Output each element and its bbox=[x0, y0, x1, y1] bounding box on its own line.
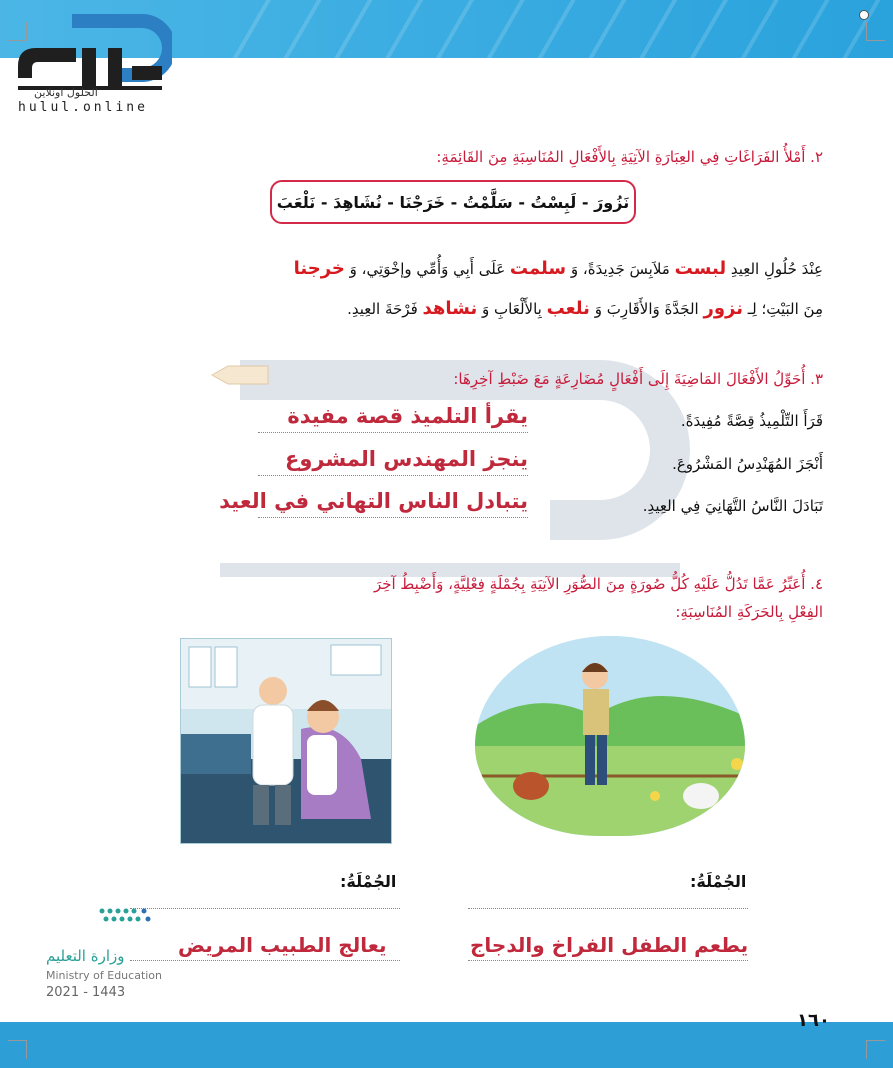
page-number: ١٦٠ bbox=[797, 1010, 830, 1031]
pin-mark bbox=[859, 10, 869, 20]
right-sentence-label: الجُمْلَةُ: bbox=[690, 872, 747, 891]
bottom-banner bbox=[0, 1022, 893, 1068]
crop-mark-bottom-left bbox=[8, 1040, 27, 1059]
q3-dotline-2 bbox=[258, 475, 528, 476]
right-dotline-2 bbox=[468, 960, 748, 961]
q2-line1-text-2: مَلاَبِسَ جَدِيدَةً، وَ bbox=[566, 260, 675, 278]
q3-answer-1[interactable]: يقرأ التلميذ قصة مفيدة bbox=[287, 404, 528, 428]
q4-title-line-2: الفِعْلِ بِالحَرَكَةِ المُنَاسِبَةِ: bbox=[675, 603, 823, 621]
q2-line-2 bbox=[347, 298, 823, 319]
answer-word[interactable]: نزور bbox=[703, 298, 743, 319]
q2-line1-text-3: عَلَى أَبِي وَأُمِّي وإخْوَتِي، وَ bbox=[344, 260, 510, 278]
logo-latin-text: hulul.online bbox=[18, 100, 148, 115]
boy-feeding-chickens-illustration bbox=[475, 636, 745, 836]
answer-word[interactable]: خرجنا bbox=[293, 258, 345, 279]
banner-pattern bbox=[220, 0, 893, 58]
right-dotline-1 bbox=[468, 908, 748, 909]
q2-line1-text-1: عِنْدَ حُلُولِ العِيدِ bbox=[726, 260, 823, 278]
ministry-name-ar: وزارة التعليم bbox=[46, 947, 125, 965]
dentist-illustration bbox=[180, 638, 392, 844]
q4-title bbox=[123, 570, 823, 626]
pencil-icon bbox=[210, 360, 270, 390]
crop-mark-top-right bbox=[866, 22, 885, 41]
q3-dotline-3 bbox=[258, 517, 528, 518]
q2-line2-text-3: بِالأَلْعَابِ وَ bbox=[477, 300, 547, 318]
ministry-of-education-logo bbox=[46, 905, 176, 1000]
q3-prompt-3: تَبَادَلَ النَّاسُ التَّهَانِيَ فِي العِيدِ. bbox=[642, 497, 823, 515]
q2-line2-text-1: مِنَ البَيْتِ؛ لِـ bbox=[742, 300, 823, 318]
left-sentence-label: الجُمْلَةُ: bbox=[340, 872, 397, 891]
left-sentence-answer[interactable]: يعالج الطبيب المريض bbox=[178, 933, 387, 957]
q3-prompt-1: قَرَأَ التِّلْمِيذُ قِصَّةً مُفِيدَةً. bbox=[680, 412, 823, 430]
q4-title-line-1: ٤. أُعَبِّرُ عَمَّا تَدُلُّ عَلَيْهِ كُلُّ صُورَةٍ مِنَ الصُّوَرِ الآتِيَةِ بِجُمْلَةٍ فِعْلِيَّةٍ، وَأَضْبِطُ آخِرَ bbox=[373, 575, 823, 593]
answer-word[interactable]: نشاهد bbox=[422, 298, 478, 319]
q2-title: ٢. أَمْلأُ الفَرَاغَاتِ فِي العِبَارَةِ الآتِيَةِ بِالأَفْعَالِ المُنَاسِبَةِ مِنَ القَائِمَةِ: bbox=[436, 148, 823, 166]
ministry-name-en: Ministry of Education bbox=[46, 969, 163, 982]
answer-word[interactable]: سلمت bbox=[509, 258, 567, 279]
ministry-year: 2021 - 1443 bbox=[46, 985, 126, 1000]
q2-line-1 bbox=[294, 258, 823, 279]
q2-word-list: نَزُورَ - لَبِسْتُ - سَلَّمْتُ - خَرَجْنَا - نُشَاهِدَ - نَلْعَبَ bbox=[270, 180, 636, 224]
q3-dotline-1 bbox=[258, 432, 528, 433]
answer-word[interactable]: لبست bbox=[674, 258, 727, 279]
q3-answer-2[interactable]: ينجز المهندس المشروع bbox=[285, 447, 528, 471]
q3-title: ٣. أُحَوِّلُ الأَفْعَالَ المَاضِيَةَ إِلَى أَفْعَالٍ مُضَارِعَةٍ مَعَ ضَبْطِ آخِرِهَا: bbox=[453, 370, 823, 388]
ministry-emblem-icon bbox=[96, 905, 156, 927]
q3-prompt-2: أَنْجَزَ المُهَنْدِسُ المَشْرُوعَ. bbox=[672, 455, 823, 473]
right-sentence-answer[interactable]: يطعم الطفل الفراخ والدجاج bbox=[470, 933, 749, 957]
logo-arabic-text: الحلول اونلاين bbox=[34, 86, 98, 99]
crop-mark-bottom-right bbox=[866, 1040, 885, 1059]
answer-word[interactable]: نلعب bbox=[546, 298, 590, 319]
q3-answer-3[interactable]: يتبادل الناس التهاني في العيد bbox=[219, 489, 528, 513]
q2-line2-text-4: فَرْحَةَ العِيدِ. bbox=[347, 300, 423, 318]
q2-line2-text-2: الجَدَّةَ وَالأَقَارِبَ وَ bbox=[589, 300, 704, 318]
